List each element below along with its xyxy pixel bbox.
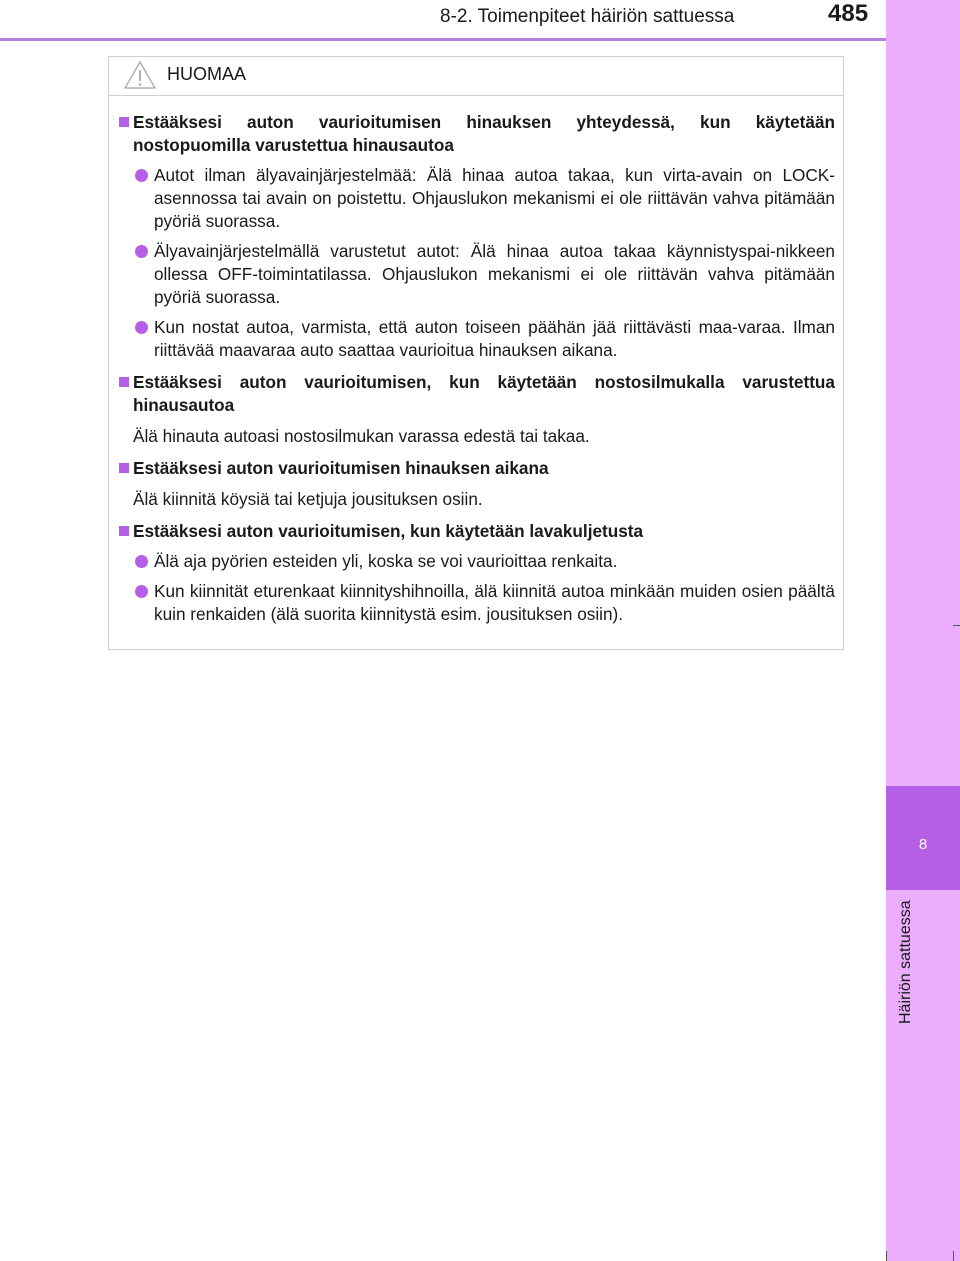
round-bullet-icon xyxy=(135,245,148,258)
list-item-text: Älyavainjärjestelmällä varustetut autot: Älä hinaa autoa takaa käynnistyspai-nikkeen ollessa OFF-toimintatilassa. Ohjauslukon mekanismi ei ole riittävän vahva pitämään pyöriä suorassa. xyxy=(154,241,835,307)
section-heading: Estääksesi auton vaurioitumisen hinauksen aikana xyxy=(133,458,549,478)
square-bullet-icon xyxy=(119,117,129,127)
header-rule xyxy=(0,38,886,41)
caution-box xyxy=(108,56,844,650)
list-item xyxy=(133,550,835,573)
crop-mark xyxy=(886,1251,887,1261)
chapter-label: Häiriön sattuessa xyxy=(897,900,914,1024)
section-heading: Estääksesi auton vaurioitumisen hinauksen yhteydessä, kun käytetään nostopuomilla varustettua hinausautoa xyxy=(133,112,835,155)
crop-mark xyxy=(953,625,960,626)
list-item xyxy=(133,240,835,309)
list-item xyxy=(133,164,835,233)
section-heading: Estääksesi auton vaurioitumisen, kun käytetään nostosilmukalla varustettua hinausautoa xyxy=(133,372,835,415)
crop-mark xyxy=(953,1251,954,1261)
section-title: 8-2. Toimenpiteet häiriön sattuessa xyxy=(440,6,735,27)
list-item-text: Älä aja pyörien esteiden yli, koska se voi vaurioittaa renkaita. xyxy=(154,551,618,571)
caution-section xyxy=(121,457,835,511)
chapter-number: 8 xyxy=(918,836,928,853)
list-item-text: Autot ilman älyavainjärjestelmää: Älä hinaa autoa takaa, kun virta-avain on LOCK-asennossa tai avain on poistettu. Ohjauslukon mekanismi ei ole riittävän vahva pitämään pyöriä suorassa. xyxy=(154,165,835,231)
caution-section xyxy=(121,371,835,448)
caution-content xyxy=(121,111,835,631)
section-text: Älä hinauta autoasi nostosilmukan varassa edestä tai takaa. xyxy=(133,426,590,446)
caution-section xyxy=(121,111,835,362)
square-bullet-icon xyxy=(119,377,129,387)
round-bullet-icon xyxy=(135,585,148,598)
round-bullet-icon xyxy=(135,321,148,334)
caution-title: HUOMAA xyxy=(167,64,247,84)
side-tab xyxy=(886,0,960,1261)
section-text: Älä kiinnitä köysiä tai ketjuja jousituksen osiin. xyxy=(133,489,483,509)
round-bullet-icon xyxy=(135,169,148,182)
warning-triangle-icon xyxy=(123,60,157,90)
caution-header xyxy=(109,57,843,96)
list-item-text: Kun nostat autoa, varmista, että auton toiseen päähän jää riittävästi maa-varaa. Ilman riittävää maavaraa auto saattaa vaurioitua hinauksen aikana. xyxy=(154,317,835,360)
page-number: 485 xyxy=(828,0,869,27)
square-bullet-icon xyxy=(119,463,129,473)
list-item xyxy=(133,316,835,362)
caution-section xyxy=(121,520,835,626)
section-heading: Estääksesi auton vaurioitumisen, kun käytetään lavakuljetusta xyxy=(133,521,644,541)
square-bullet-icon xyxy=(119,526,129,536)
round-bullet-icon xyxy=(135,555,148,568)
list-item xyxy=(133,580,835,626)
list-item-text: Kun kiinnität eturenkaat kiinnityshihnoilla, älä kiinnitä autoa minkään muiden osien päältä kuin renkaiden (älä suorita kiinnitystä esim. jousituksen osiin). xyxy=(154,581,835,624)
